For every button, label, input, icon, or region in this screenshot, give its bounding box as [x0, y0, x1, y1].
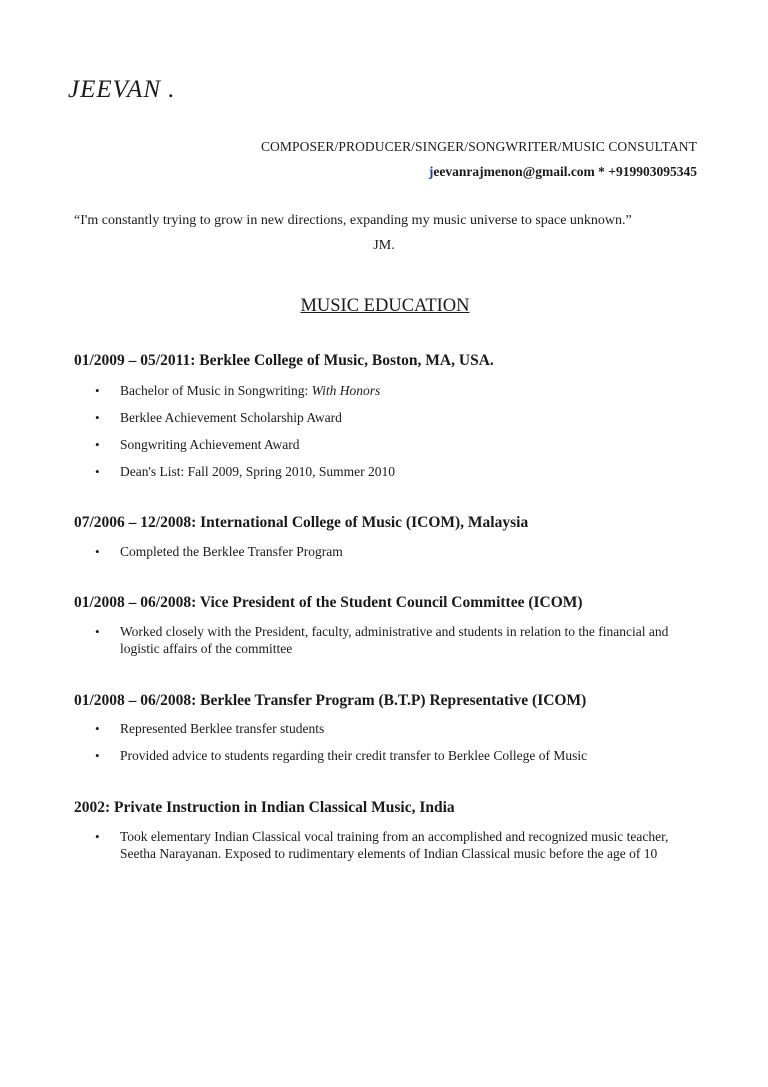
list-item	[74, 828, 674, 862]
entry-heading: 01/2008 – 06/2008: Berklee Transfer Program (B.T.P) Representative (ICOM)	[74, 692, 587, 709]
bullet-text: Completed the Berklee Transfer Program	[120, 544, 343, 559]
section-title-text: MUSIC EDUCATION	[300, 296, 470, 316]
entry-bullet-list	[74, 828, 674, 862]
contact-first-letter: j	[428, 164, 434, 179]
quote-signature: JM.	[373, 238, 395, 253]
bullet-icon: •	[95, 437, 100, 452]
bullet-icon: •	[95, 544, 100, 559]
bullet-text: Took elementary Indian Classical vocal training from an accomplished and recognized music teacher, Seetha Narayanan. Exposed to rudimentary elements of Indian Classical music before the age of 10	[120, 829, 669, 861]
list-item	[74, 382, 674, 399]
entry-heading: 01/2008 – 06/2008: Vice President of the Student Council Committee (ICOM)	[74, 594, 583, 611]
entry-bullet-list	[74, 382, 674, 480]
section-title	[0, 296, 768, 317]
bullet-text: Worked closely with the President, faculty, administrative and students in relation to the financial and logistic affairs of the committee	[120, 624, 669, 656]
list-item	[74, 623, 674, 657]
bullet-text: Songwriting Achievement Award	[120, 437, 300, 452]
bullet-icon: •	[95, 624, 100, 639]
entry-heading: 2002: Private Instruction in Indian Classical Music, India	[74, 799, 455, 816]
entry-bullet-list	[74, 543, 674, 560]
bullet-text: Provided advice to students regarding their credit transfer to Berklee College of Music	[120, 748, 588, 763]
entry-bullet-list	[74, 720, 674, 764]
quote-text: “I'm constantly trying to grow in new directions, expanding my music universe to space unknown.”	[74, 213, 632, 228]
bullet-icon: •	[95, 748, 100, 763]
list-item	[74, 463, 674, 480]
bullet-text: Berklee Achievement Scholarship Award	[120, 410, 342, 425]
bullet-icon: •	[95, 829, 100, 844]
bullet-text: Dean's List: Fall 2009, Spring 2010, Summer 2010	[120, 464, 396, 479]
bullet-icon: •	[95, 383, 100, 398]
contact-line	[0, 164, 697, 180]
entry-heading: 01/2009 – 05/2011: Berklee College of Music, Boston, MA, USA.	[74, 352, 494, 369]
list-item	[74, 747, 674, 764]
list-item	[74, 543, 674, 560]
bullet-icon: •	[95, 464, 100, 479]
bullet-icon: •	[95, 721, 100, 736]
quote-signature-row	[0, 238, 768, 254]
list-item	[74, 436, 674, 453]
entry-bullet-list	[74, 623, 674, 657]
roles-line: COMPOSER/PRODUCER/SINGER/SONGWRITER/MUSIC CONSULTANT	[260, 139, 697, 154]
candidate-name: JEEVAN .	[68, 76, 176, 103]
bullet-text: Represented Berklee transfer students	[120, 721, 325, 736]
bullet-text: Bachelor of Music in Songwriting:	[120, 383, 312, 398]
bullet-icon: •	[95, 410, 100, 425]
contact-details: eevanrajmenon@gmail.com * +919903095345	[433, 164, 697, 179]
entry-heading: 07/2006 – 12/2008: International College of Music (ICOM), Malaysia	[74, 514, 529, 531]
list-item	[74, 409, 674, 426]
bullet-emphasis: With Honors	[311, 383, 381, 398]
list-item	[74, 720, 674, 737]
